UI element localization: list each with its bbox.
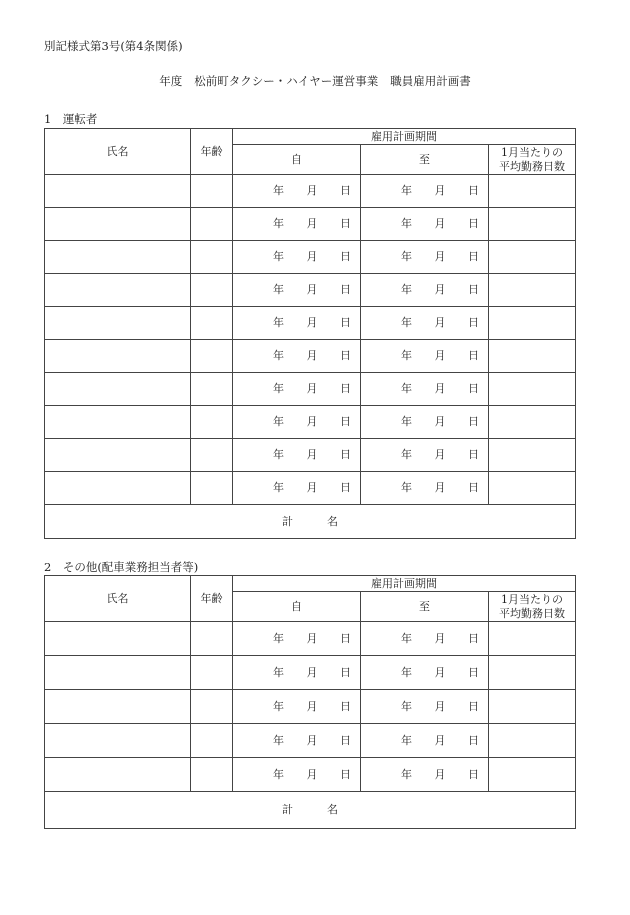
date-year-label: 年 xyxy=(273,415,284,429)
name-cell[interactable] xyxy=(45,175,191,208)
total-row xyxy=(45,505,576,539)
date-year-label: 年 xyxy=(401,733,412,747)
date-year-label: 年 xyxy=(273,283,284,297)
name-cell[interactable] xyxy=(45,472,191,505)
total-label: 計 xyxy=(282,803,293,817)
to-date-cell[interactable] xyxy=(361,439,489,472)
date-year-label: 年 xyxy=(273,665,284,679)
date-year-label: 年 xyxy=(273,184,284,198)
to-date-cell[interactable] xyxy=(361,656,489,690)
date-year-label: 年 xyxy=(401,382,412,396)
date-month-label: 月 xyxy=(306,184,318,198)
table-row xyxy=(45,622,576,656)
table-row xyxy=(45,406,576,439)
from-date-cell[interactable] xyxy=(233,340,361,373)
header-avg-days: 1月当たりの 平均勤務日数 xyxy=(489,592,576,622)
name-cell[interactable] xyxy=(45,340,191,373)
date-month-label: 月 xyxy=(434,767,446,781)
to-date-cell[interactable] xyxy=(361,724,489,758)
total-row xyxy=(45,792,576,829)
date-year-label: 年 xyxy=(401,217,412,231)
from-date-cell[interactable] xyxy=(233,758,361,792)
age-cell[interactable] xyxy=(191,208,233,241)
date-month-label: 月 xyxy=(434,349,446,363)
age-cell[interactable] xyxy=(191,472,233,505)
date-day-label: 日 xyxy=(340,316,351,330)
avg-days-cell[interactable] xyxy=(489,406,576,439)
header-to: 至 xyxy=(361,592,489,622)
avg-days-cell[interactable] xyxy=(489,439,576,472)
date-year-label: 年 xyxy=(401,631,412,645)
document-title xyxy=(0,73,630,89)
from-date-cell[interactable] xyxy=(233,690,361,724)
table-row xyxy=(45,175,576,208)
age-cell[interactable] xyxy=(191,758,233,792)
from-date-cell[interactable] xyxy=(233,208,361,241)
date-day-label: 日 xyxy=(340,733,351,747)
date-month-label: 月 xyxy=(306,349,318,363)
date-year-label: 年 xyxy=(273,448,284,462)
date-day-label: 日 xyxy=(468,217,479,231)
date-day-label: 日 xyxy=(340,767,351,781)
table-row xyxy=(45,340,576,373)
title-doc-name: 職員雇用計画書 xyxy=(390,74,471,88)
to-date-cell[interactable] xyxy=(361,472,489,505)
header-avg-days: 1月当たりの 平均勤務日数 xyxy=(489,145,576,175)
from-date-cell[interactable] xyxy=(233,724,361,758)
age-cell[interactable] xyxy=(191,724,233,758)
table-row xyxy=(45,241,576,274)
age-cell[interactable] xyxy=(191,340,233,373)
header-period: 雇用計画期間 xyxy=(233,129,576,145)
table-row xyxy=(45,656,576,690)
table-row xyxy=(45,274,576,307)
avg-days-cell[interactable] xyxy=(489,175,576,208)
name-cell[interactable] xyxy=(45,439,191,472)
drivers-table xyxy=(44,128,576,539)
date-month-label: 月 xyxy=(306,481,318,495)
date-year-label: 年 xyxy=(401,316,412,330)
header-name: 氏名 xyxy=(45,576,191,622)
date-month-label: 月 xyxy=(434,481,446,495)
date-day-label: 日 xyxy=(340,631,351,645)
date-month-label: 月 xyxy=(434,699,446,713)
avg-days-cell[interactable] xyxy=(489,274,576,307)
date-year-label: 年 xyxy=(401,283,412,297)
to-date-cell[interactable] xyxy=(361,622,489,656)
to-date-cell[interactable] xyxy=(361,175,489,208)
date-month-label: 月 xyxy=(434,415,446,429)
date-month-label: 月 xyxy=(434,217,446,231)
date-year-label: 年 xyxy=(273,767,284,781)
form-number: 別記様式第3号(第4条関係) xyxy=(44,39,183,53)
date-month-label: 月 xyxy=(306,699,318,713)
date-year-label: 年 xyxy=(273,316,284,330)
date-year-label: 年 xyxy=(273,382,284,396)
age-cell[interactable] xyxy=(191,656,233,690)
to-date-cell[interactable] xyxy=(361,274,489,307)
name-cell[interactable] xyxy=(45,373,191,406)
name-cell[interactable] xyxy=(45,758,191,792)
date-month-label: 月 xyxy=(306,733,318,747)
avg-days-cell[interactable] xyxy=(489,656,576,690)
from-date-cell[interactable] xyxy=(233,472,361,505)
avg-days-cell[interactable] xyxy=(489,208,576,241)
date-month-label: 月 xyxy=(434,184,446,198)
avg-days-cell[interactable] xyxy=(489,622,576,656)
date-month-label: 月 xyxy=(306,415,318,429)
header-from: 自 xyxy=(233,592,361,622)
date-month-label: 月 xyxy=(306,448,318,462)
date-day-label: 日 xyxy=(340,415,351,429)
header-age: 年齢 xyxy=(191,129,233,175)
date-year-label: 年 xyxy=(401,767,412,781)
from-date-cell[interactable] xyxy=(233,175,361,208)
from-date-cell[interactable] xyxy=(233,406,361,439)
date-year-label: 年 xyxy=(273,733,284,747)
date-day-label: 日 xyxy=(340,184,351,198)
section-label-drivers: 1 運転者 xyxy=(44,112,98,126)
to-date-cell[interactable] xyxy=(361,406,489,439)
date-day-label: 日 xyxy=(468,733,479,747)
date-year-label: 年 xyxy=(273,217,284,231)
header-from: 自 xyxy=(233,145,361,175)
table-row xyxy=(45,208,576,241)
date-year-label: 年 xyxy=(273,631,284,645)
avg-days-cell[interactable] xyxy=(489,241,576,274)
name-cell[interactable] xyxy=(45,656,191,690)
date-day-label: 日 xyxy=(468,631,479,645)
to-date-cell[interactable] xyxy=(361,690,489,724)
from-date-cell[interactable] xyxy=(233,241,361,274)
avg-days-cell[interactable] xyxy=(489,690,576,724)
to-date-cell[interactable] xyxy=(361,758,489,792)
date-day-label: 日 xyxy=(468,481,479,495)
header-to: 至 xyxy=(361,145,489,175)
to-date-cell[interactable] xyxy=(361,373,489,406)
date-year-label: 年 xyxy=(273,699,284,713)
date-year-label: 年 xyxy=(273,349,284,363)
name-cell[interactable] xyxy=(45,307,191,340)
date-day-label: 日 xyxy=(468,448,479,462)
date-year-label: 年 xyxy=(273,250,284,264)
to-date-cell[interactable] xyxy=(361,241,489,274)
date-day-label: 日 xyxy=(340,481,351,495)
avg-days-cell[interactable] xyxy=(489,758,576,792)
date-day-label: 日 xyxy=(468,316,479,330)
avg-days-cell[interactable] xyxy=(489,472,576,505)
date-year-label: 年 xyxy=(401,250,412,264)
age-cell[interactable] xyxy=(191,690,233,724)
date-month-label: 月 xyxy=(306,283,318,297)
table-row xyxy=(45,472,576,505)
table-row xyxy=(45,373,576,406)
date-month-label: 月 xyxy=(434,665,446,679)
age-cell[interactable] xyxy=(191,175,233,208)
from-date-cell[interactable] xyxy=(233,373,361,406)
date-month-label: 月 xyxy=(434,733,446,747)
date-month-label: 月 xyxy=(306,631,318,645)
table-row xyxy=(45,307,576,340)
age-cell[interactable] xyxy=(191,241,233,274)
avg-days-cell[interactable] xyxy=(489,373,576,406)
from-date-cell[interactable] xyxy=(233,622,361,656)
total-cell[interactable] xyxy=(45,792,576,829)
date-day-label: 日 xyxy=(340,250,351,264)
from-date-cell[interactable] xyxy=(233,656,361,690)
table-row xyxy=(45,690,576,724)
table-row xyxy=(45,758,576,792)
date-day-label: 日 xyxy=(468,283,479,297)
others-table xyxy=(44,575,576,829)
date-month-label: 月 xyxy=(434,250,446,264)
title-year: 年度 xyxy=(159,74,183,88)
date-day-label: 日 xyxy=(468,349,479,363)
name-cell[interactable] xyxy=(45,274,191,307)
date-month-label: 月 xyxy=(306,382,318,396)
date-day-label: 日 xyxy=(468,184,479,198)
age-cell[interactable] xyxy=(191,406,233,439)
date-year-label: 年 xyxy=(401,415,412,429)
date-day-label: 日 xyxy=(468,767,479,781)
header-period: 雇用計画期間 xyxy=(233,576,576,592)
total-cell[interactable] xyxy=(45,505,576,539)
date-day-label: 日 xyxy=(468,382,479,396)
age-cell[interactable] xyxy=(191,307,233,340)
avg-days-cell[interactable] xyxy=(489,724,576,758)
table-row xyxy=(45,724,576,758)
date-day-label: 日 xyxy=(340,665,351,679)
to-date-cell[interactable] xyxy=(361,340,489,373)
name-cell[interactable] xyxy=(45,406,191,439)
total-unit-label: 名 xyxy=(327,514,338,528)
date-month-label: 月 xyxy=(306,316,318,330)
date-day-label: 日 xyxy=(468,250,479,264)
date-month-label: 月 xyxy=(306,767,318,781)
date-month-label: 月 xyxy=(306,665,318,679)
total-unit-label: 名 xyxy=(327,803,338,817)
date-year-label: 年 xyxy=(401,448,412,462)
to-date-cell[interactable] xyxy=(361,208,489,241)
date-day-label: 日 xyxy=(468,699,479,713)
date-month-label: 月 xyxy=(306,217,318,231)
age-cell[interactable] xyxy=(191,373,233,406)
date-day-label: 日 xyxy=(468,415,479,429)
header-age: 年齢 xyxy=(191,576,233,622)
date-day-label: 日 xyxy=(340,283,351,297)
name-cell[interactable] xyxy=(45,724,191,758)
name-cell[interactable] xyxy=(45,690,191,724)
avg-days-cell[interactable] xyxy=(489,307,576,340)
date-month-label: 月 xyxy=(434,283,446,297)
date-month-label: 月 xyxy=(434,448,446,462)
date-day-label: 日 xyxy=(468,665,479,679)
from-date-cell[interactable] xyxy=(233,439,361,472)
date-year-label: 年 xyxy=(401,184,412,198)
date-day-label: 日 xyxy=(340,382,351,396)
date-year-label: 年 xyxy=(273,481,284,495)
name-cell[interactable] xyxy=(45,208,191,241)
from-date-cell[interactable] xyxy=(233,274,361,307)
date-year-label: 年 xyxy=(401,481,412,495)
table-row xyxy=(45,439,576,472)
title-company: 松前町タクシー・ハイヤー運営事業 xyxy=(194,74,379,88)
date-day-label: 日 xyxy=(340,217,351,231)
date-month-label: 月 xyxy=(306,250,318,264)
date-day-label: 日 xyxy=(340,699,351,713)
from-date-cell[interactable] xyxy=(233,307,361,340)
date-year-label: 年 xyxy=(401,699,412,713)
total-label: 計 xyxy=(282,514,293,528)
header-name: 氏名 xyxy=(45,129,191,175)
age-cell[interactable] xyxy=(191,622,233,656)
date-month-label: 月 xyxy=(434,382,446,396)
age-cell[interactable] xyxy=(191,274,233,307)
avg-days-cell[interactable] xyxy=(489,340,576,373)
name-cell[interactable] xyxy=(45,622,191,656)
date-day-label: 日 xyxy=(340,349,351,363)
section-label-others: 2 その他(配車業務担当者等) xyxy=(44,560,199,574)
name-cell[interactable] xyxy=(45,241,191,274)
date-month-label: 月 xyxy=(434,316,446,330)
age-cell[interactable] xyxy=(191,439,233,472)
date-day-label: 日 xyxy=(340,448,351,462)
date-year-label: 年 xyxy=(401,349,412,363)
date-month-label: 月 xyxy=(434,631,446,645)
to-date-cell[interactable] xyxy=(361,307,489,340)
date-year-label: 年 xyxy=(401,665,412,679)
